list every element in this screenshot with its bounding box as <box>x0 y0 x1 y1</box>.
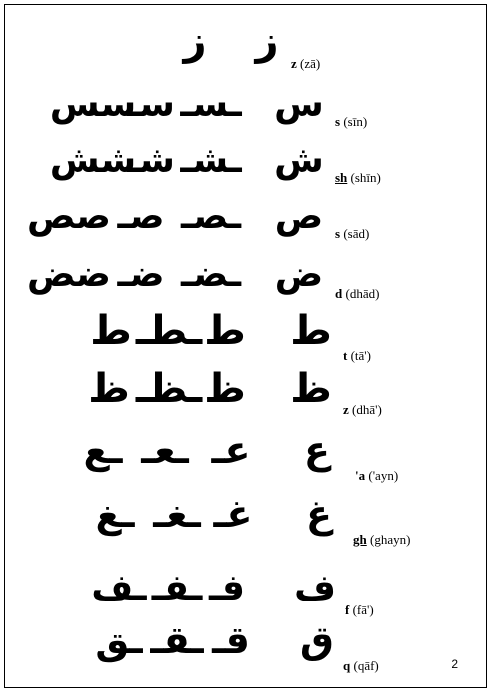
letter-name: (zā) <box>300 56 321 71</box>
letter-form-final: شش <box>49 140 137 181</box>
letter-form-isolated: س <box>274 84 324 125</box>
letter-label <box>291 57 320 70</box>
letter-name: (sād) <box>343 226 370 241</box>
page-number: 2 <box>451 657 458 671</box>
letter-roman: t <box>343 348 348 363</box>
letter-name: (qāf) <box>353 658 379 673</box>
letter-form-medial: ـظـ <box>135 366 203 412</box>
letter-form-initial: غـ <box>213 492 253 536</box>
letter-form-final: ظ <box>88 366 130 412</box>
letter-label <box>335 115 367 128</box>
letter-roman: s <box>335 226 341 241</box>
letter-form-medial: سـ <box>127 84 175 125</box>
letter-form-isolated: ع <box>304 428 330 472</box>
letter-form-final: ضض <box>27 254 111 295</box>
letter-form-initial: عـ <box>211 428 251 472</box>
letter-form-isolated: ش <box>274 140 324 181</box>
letter-form-final: سس <box>49 84 137 125</box>
letter-name: (ghayn) <box>369 532 411 547</box>
letter-label <box>345 603 374 616</box>
letter-form-medial: ـعـ <box>141 428 189 472</box>
letter-form-medial: ـقـ <box>150 618 204 662</box>
letter-label <box>335 287 379 300</box>
letter-form-final: ـق <box>95 618 143 662</box>
letter-form-final: ـغ <box>95 492 135 536</box>
letter-form-isolated: ق <box>300 618 334 662</box>
letter-label <box>353 533 410 546</box>
letter-form-isolated: ف <box>294 568 336 609</box>
letter-form-initial: ـشـ <box>180 140 242 181</box>
letter-label <box>335 227 369 240</box>
letter-name: (dhād) <box>345 286 380 301</box>
letter-form-initial: قـ <box>212 618 250 662</box>
letter-label <box>343 659 379 672</box>
alphabet-page <box>4 4 487 688</box>
letter-form-initial: فـ <box>209 568 245 609</box>
letter-form-medial: ـغـ <box>153 492 201 536</box>
letter-name: (sīn) <box>343 114 368 129</box>
letter-name: (shīn) <box>350 170 381 185</box>
letter-form-isolated: غ <box>306 492 332 536</box>
letter-roman: q <box>343 658 351 673</box>
letter-roman: 'a <box>355 468 366 483</box>
letter-form-medial: شـ <box>127 140 175 181</box>
letter-form-medial: ضـ <box>117 254 165 295</box>
letter-roman: f <box>345 602 350 617</box>
letter-label <box>355 469 398 482</box>
letter-form-initial: ـسـ <box>180 84 242 125</box>
letter-form-final: ز <box>183 18 207 64</box>
letter-form-isolated: ص <box>274 196 324 237</box>
letter-roman: sh <box>335 170 348 185</box>
letter-form-isolated: ط <box>290 308 332 354</box>
letter-roman: d <box>335 286 343 301</box>
letter-form-isolated: ز <box>255 18 279 64</box>
letter-form-medial: صـ <box>117 196 165 237</box>
letter-label <box>343 403 382 416</box>
letter-form-isolated: ظ <box>290 366 332 412</box>
letter-form-medial: ـطـ <box>135 308 203 354</box>
letter-roman: s <box>335 114 341 129</box>
letter-form-final: صص <box>27 196 111 237</box>
letter-form-final: ـع <box>83 428 123 472</box>
letter-name: ('ayn) <box>368 468 399 483</box>
letter-roman: gh <box>353 532 367 547</box>
letter-label <box>335 171 381 184</box>
letter-name: (fā') <box>352 602 374 617</box>
letter-form-initial: ظ <box>204 366 246 412</box>
letter-form-final: ـف <box>91 568 147 609</box>
letter-form-initial: ط <box>204 308 246 354</box>
letter-name: (tā') <box>350 348 371 363</box>
letter-name: (dhā') <box>352 402 382 417</box>
letter-form-initial: ـضـ <box>180 254 242 295</box>
letter-roman: z <box>291 56 297 71</box>
letter-form-initial: ـصـ <box>180 196 242 237</box>
letter-form-isolated: ض <box>274 254 324 295</box>
letter-roman: z <box>343 402 349 417</box>
letter-form-final: ط <box>90 308 132 354</box>
letter-form-medial: ـفـ <box>151 568 203 609</box>
letter-label <box>343 349 371 362</box>
